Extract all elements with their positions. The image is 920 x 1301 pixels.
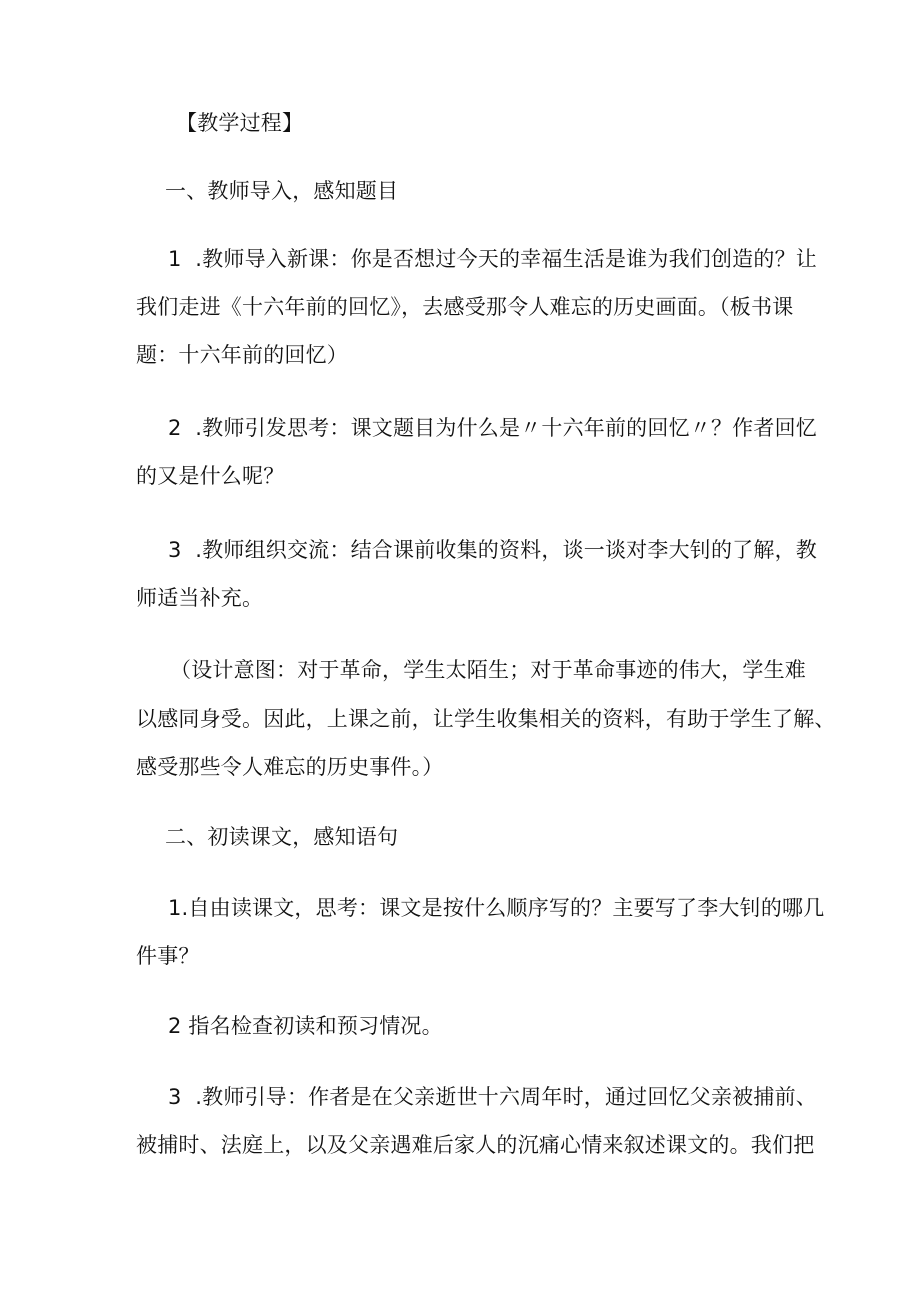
section2-title: 二、初读课文，感知语句	[165, 825, 399, 849]
section1-item1-line2: 我们走进《十六年前的回忆》，去感受那令人难忘的历史画面。（板书课	[136, 295, 794, 319]
section-heading: 【教学过程】	[176, 111, 304, 135]
section1-item2-line1: 2 .教师引发思考：课文题目为什么是〃十六年前的回忆〃？作者回忆	[168, 416, 817, 440]
design-intent-line1: （设计意图：对于革命，学生太陌生；对于革命事迹的伟大，学生难	[170, 658, 806, 682]
section1-item1-line3: 题：十六年前的回忆）	[136, 343, 348, 367]
section2-item1-line2: 件事？	[136, 944, 200, 968]
section2-item3-line2: 被捕时、法庭上，以及父亲遇难后家人的沉痛心情来叙述课文的。我们把	[136, 1133, 815, 1157]
section2-item3-line1: 3 .教师引导：作者是在父亲逝世十六周年时，通过回忆父亲被捕前、	[168, 1085, 817, 1109]
design-intent-line3: 感受那些令人难忘的历史事件。）	[136, 755, 444, 779]
section1-item1-line1: 1 .教师导入新课：你是否想过今天的幸福生活是谁为我们创造的？让	[168, 247, 817, 271]
section2-item1-line1: 1.自由读课文，思考：课文是按什么顺序写的？主要写了李大钊的哪几	[168, 896, 825, 920]
section1-item3-line1: 3 .教师组织交流：结合课前收集的资料，谈一谈对李大钊的了解，教	[168, 538, 817, 562]
section1-item3-line2: 师适当补充。	[136, 586, 264, 610]
section1-item2-line2: 的又是什么呢？	[136, 464, 285, 488]
section2-item2-line1: 2 指名检查初读和预习情况。	[168, 1014, 443, 1038]
section1-title: 一、教师导入，感知题目	[165, 179, 399, 203]
design-intent-line2: 以感同身受。因此，上课之前，让学生收集相关的资料，有助于学生了解、	[136, 707, 836, 731]
